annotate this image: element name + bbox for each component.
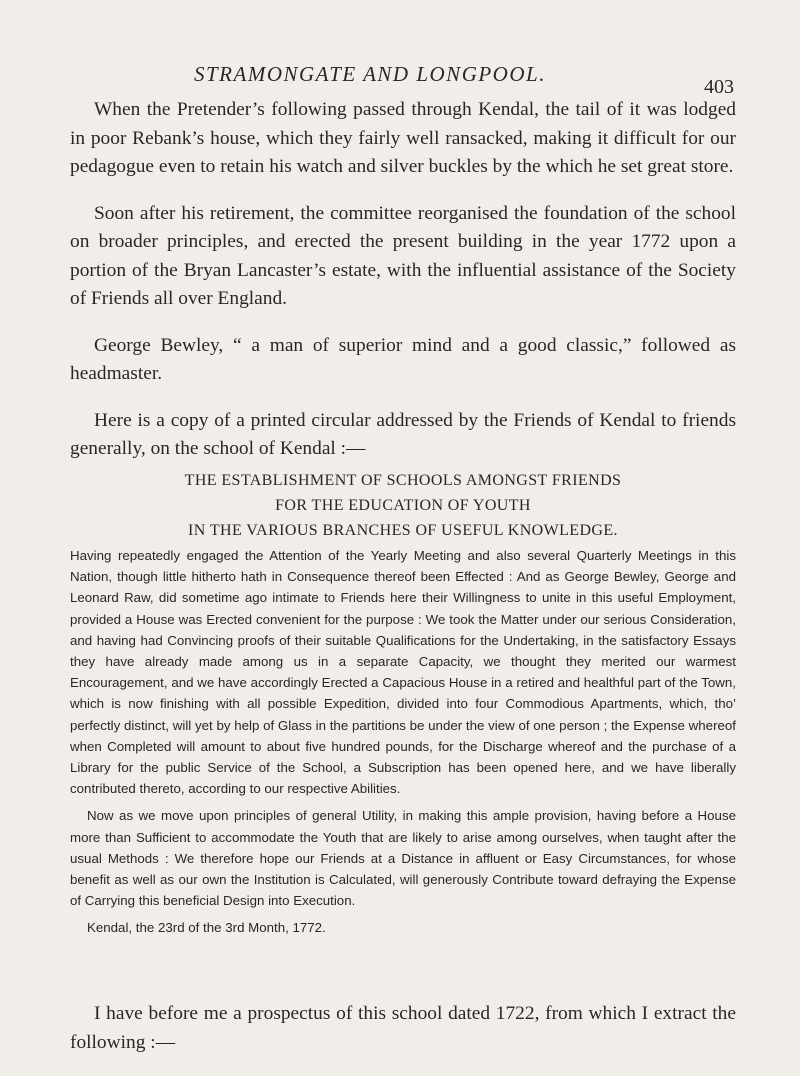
closing-text xyxy=(70,1000,736,1057)
circular-text xyxy=(70,545,736,945)
circular-heading-line: THE ESTABLISHMENT OF SCHOOLS AMONGST FRIENDS xyxy=(184,472,622,489)
paragraph: I have before me a prospectus of this school dated 1722, from which I extract the following :— xyxy=(70,1003,736,1053)
page-number: 403 xyxy=(704,76,734,98)
paragraph: Soon after his retirement, the committee reorganised the foundation of the school on broader principles, and erected the present building in the year 1772 upon a portion of the Bryan Lancaster’s estate, with the influential assistance of the Society of Friends all over England. xyxy=(70,202,736,309)
circular-paragraph: Now as we move upon principles of general Utility, in making this ample provision, having before a House more than Sufficient to accommodate the Youth that are likely to arise among ourselves, when taught after the usual Methods : We therefore hope our Friends at a Distance in affluent or Easy Circumstances, for whose benefit as well as our own the Institution is Calculated, will generously Contribute toward defraying the Expense of Carrying this beneficial Design into Execution. xyxy=(70,808,736,909)
paragraph: George Bewley, “ a man of superior mind and a good classic,” followed as headmaster. xyxy=(70,334,736,384)
running-title: STRAMONGATE AND LONGPOOL. xyxy=(194,62,546,86)
circular-heading xyxy=(70,468,736,543)
circular-heading-line: IN THE VARIOUS BRANCHES OF USEFUL KNOWLEDGE. xyxy=(188,522,618,539)
paragraph: When the Pretender’s following passed through Kendal, the tail of it was lodged in poor Rebank’s house, which they fairly well ransacked, making it difficult for our pedagogue even to retain his watch and silver buckles by the which he set great store. xyxy=(70,99,736,177)
paragraph: Here is a copy of a printed circular addressed by the Friends of Kendal to friends generally, on the school of Kendal :— xyxy=(70,409,736,459)
main-text xyxy=(70,96,736,482)
circular-paragraph: Having repeatedly engaged the Attention of the Yearly Meeting and also several Quarterly Meetings in this Nation, though little hitherto hath in Consequence thereof been Effected : And as George Bewley, George and Leonard Raw, did sometime ago intimate to Friends here their Willingness to unite in this useful Employment, provided a House was Erected convenient for the purpose : We took the Matter under our serious Consideration, and having had Convincing proofs of their suitable Qualifications for the Undertaking, in the satisfactory Essays they have already made among us in a separate Capacity, we thought they merited our warmest Encouragement, and we have accordingly Erected a Capacious House in a retired and healthful part of the Town, which is now finishing with all possible Expedition, divided into four Commodious Apartments, which, tho’ perfectly distinct, will yet by help of Glass in the partitions be under the view of one person ; the Expense whereof when Completed will amount to about five hundred pounds, for the Discharge whereof and the purchase of a Library for the public Service of the School, a Subscription has been opened here, and we have liberally contributed thereto, according to our respective Abilities. xyxy=(70,548,736,797)
circular-signoff: Kendal, the 23rd of the 3rd Month, 1772. xyxy=(87,920,326,936)
circular-heading-line: FOR THE EDUCATION OF YOUTH xyxy=(275,497,531,514)
